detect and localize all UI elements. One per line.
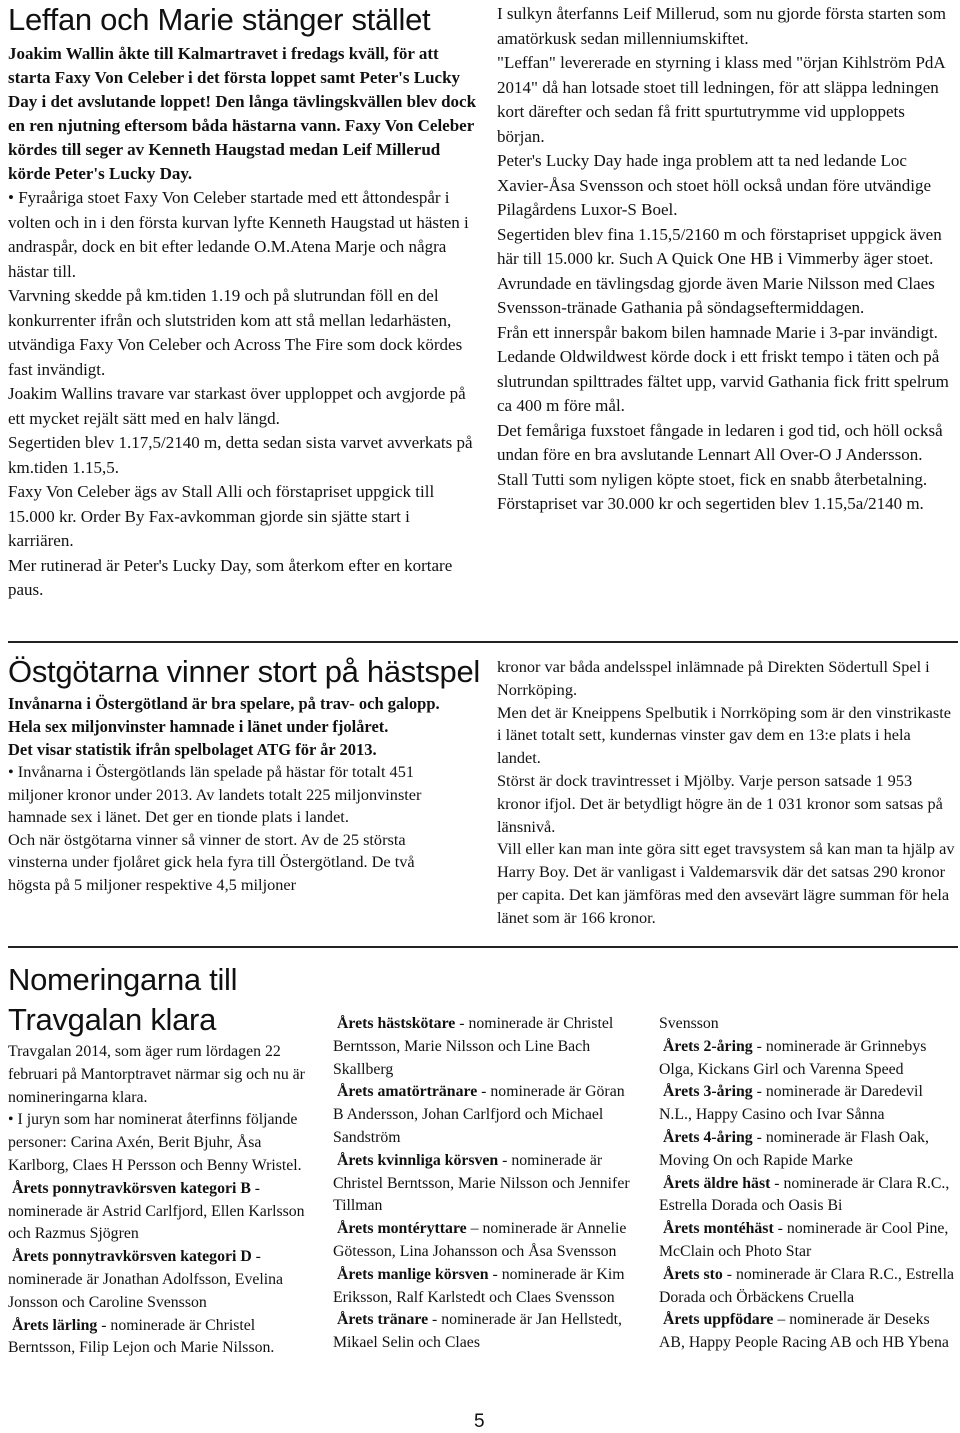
article1-paragraph: Från ett innerspår bakom bilen hamnade Marie i 3-par invändigt. [497, 322, 938, 342]
nomination-nominees: – nominerade är Annelie Götesson, Lina Johansson och Åsa Svensson [333, 1220, 627, 1260]
article1-left-column [8, 42, 478, 603]
nomination-nominees: - nominerade är Flash Oak, Moving On och Rapide Marke [659, 1128, 929, 1169]
article3-title: Nomeringarna till Travgalan klara [8, 962, 238, 1037]
nomination-item [333, 1218, 638, 1264]
nomination-category: Årets 3-åring [663, 1083, 753, 1101]
nomination-item [8, 1178, 308, 1246]
nomination-item [659, 1127, 955, 1173]
nomination-item [659, 1173, 955, 1219]
nomination-category: Årets montéhäst [663, 1220, 774, 1238]
article3-column-3 [659, 1013, 955, 1355]
article3-column-2 [333, 1013, 638, 1355]
section-divider [8, 641, 958, 643]
article2-right-column [497, 656, 957, 930]
nomination-category: Årets uppfödare [663, 1311, 774, 1329]
article1-paragraph: • Fyraåriga stoet Faxy Von Celeber startade med ett åttondespår i volten och in i den första kurvan lyfte Kenneth Haugstad ut hästen i andraspår, dock en bit efter ledande O.M.Atena Marje och några hästar till. [8, 188, 469, 281]
article2-paragraph: kronor var båda andelsspel inlämnade på Direkten Södertull Spel i Norrköping. [497, 657, 930, 699]
article1-paragraph: Ledande Oldwildwest körde dock i ett friskt tempo i täten och på slutrundan spilttrades fältet upp, varvid Gathania fick fritt spelrum ca 400 m före mål. [497, 347, 949, 415]
nomination-nominees: - nominerade är Astrid Carlfjord, Ellen Karlsson och Razmus Sjögren [8, 1179, 305, 1243]
nomination-item [333, 1081, 638, 1149]
nomination-category: Årets tränare [337, 1311, 429, 1329]
article2-title: Östgötarna vinner stort på hästspel [8, 654, 480, 689]
article1-paragraph: Faxy Von Celeber ägs av Stall Alli och förstapriset uppgick till 15.000 kr. Order By Fax-avkomman gjorde sin sjätte start i karriären. [8, 482, 435, 550]
nomination-item [659, 1218, 955, 1264]
article2-paragraph: • Invånarna i Östergötlands län spelade på hästar för totalt 451 miljoner kronor under 2013. Av landets totalt 225 miljonvinster hamnade sex i länet. Det ger en tionde plats i landet. [8, 762, 422, 826]
nomination-item [659, 1264, 955, 1310]
nomination-category: Årets lärling [12, 1316, 98, 1334]
nomination-item [333, 1150, 638, 1218]
nomination-item [333, 1309, 638, 1355]
article1-paragraph: Varvning skedde på km.tiden 1.19 och på slutrundan föll en del konkurrenter ifrån och slutstriden kom att stå mellan ledarhästen, utvändiga Faxy Von Celeber och Across The Fire som dock kördes fast invändigt. [8, 286, 463, 379]
article2-left-column [8, 692, 458, 896]
nomination-nominees: - nominerade är Kim Eriksson, Ralf Karlstedt och Claes Svensson [333, 1265, 625, 1306]
article3-col3-lead: Svensson [659, 1015, 719, 1032]
article1-paragraph: Det femåriga fuxstoet fångade in ledaren i god tid, och höll också undan före en bra avslutande Lennart All Over-O J Andersson. [497, 420, 943, 464]
nomination-category: Årets montéryttare [337, 1220, 467, 1238]
article1-paragraph: Stall Tutti som nyligen köpte stoet, fick en snabb återbetalning. Förstapriset var 30.000 kr och segertiden blev 1.15,5a/2140 m. [497, 469, 928, 513]
nomination-category: Årets sto [663, 1265, 723, 1283]
article1-paragraph: Peter's Lucky Day hade inga problem att ta ned ledande Loc Xavier-Åsa Svensson och stoet höll också undan före utvändige Pilagårdens Luxor-S Boel. [497, 151, 931, 219]
nomination-item [8, 1315, 308, 1361]
article2-paragraph: Vill eller kan man inte göra sitt eget travsystem så kan man ta hjälp av Harry Boy. Det är vanligast i Valdemarsvik där det satsas 290 kronor per capita. Det kan jämföras med den avsevärt lägre summan för hela länet som är 166 kronor. [497, 839, 955, 927]
article2-paragraph: Störst är dock travintresset i Mjölby. Varje person satsade 1 953 kronor ifjol. Det är betydligt högre än de 1 031 kronor som satsas på länsnivå. [497, 770, 943, 836]
article3-jury: • I juryn som har nominerat återfinns följande personer: Carina Axén, Berit Bjuhr, Åsa Karlborg, Claes H Persson och Benny Wristel. [8, 1111, 302, 1174]
nomination-item [659, 1309, 955, 1355]
nomination-nominees: – nominerade är Deseks AB, Happy People Racing AB och HB Ybena [659, 1311, 949, 1352]
nomination-category: Årets 4-åring [663, 1128, 753, 1146]
article1-paragraph: Joakim Wallins travare var starkast över upploppet och avgjorde på ett mycket rejält sätt med en halv längd. [8, 384, 466, 428]
article1-title: Leffan och Marie stänger stället [8, 2, 431, 37]
article1-paragraph: Avrundade en tävlingsdag gjorde även Marie Nilsson med Claes Svensson-tränade Gathania på söndagseftermiddagen. [497, 273, 935, 317]
nomination-nominees: - nominerade är Cool Pine, McClain och Photo Star [659, 1220, 949, 1260]
nomination-nominees: - nominerade är Christel Berntsson, Filip Lejon och Marie Nilsson. [8, 1316, 275, 1357]
article1-paragraph: "Leffan" levererade en styrning i klass med "örjan Kihlström PdA 2014" då han lotsade stoet till ledningen, för att släppa ledningen kort därefter och sedan få fritt spurtutrymme vid upploppets början. [497, 53, 945, 146]
article1-paragraph: Segertiden blev 1.17,5/2140 m, detta sedan sista varvet avverkats på km.tiden 1.15,5. [8, 433, 473, 477]
nomination-item [659, 1081, 955, 1127]
nomination-nominees: - nominerade är Clara R.C., Estrella Dorada och Örbäckens Cruella [659, 1265, 954, 1306]
nomination-item [8, 1246, 308, 1314]
article2-paragraph: Men det är Kneippens Spelbutik i Norrköping som är den vinstrikaste i länet totalt sett, kundernas vinster gav dem en 13:e plats i hela landet. [497, 702, 951, 768]
article2-ingress2: Det visar statistik ifrån spelbolaget ATG för år 2013. [8, 740, 377, 759]
nomination-category: Årets äldre häst [663, 1174, 771, 1192]
nomination-category: Årets hästskötare [337, 1015, 456, 1032]
article3-column-1 [8, 1041, 308, 1360]
page-number: 5 [474, 1411, 485, 1432]
article1-paragraph: I sulkyn återfanns Leif Millerud, som nu gjorde första starten som amatörkusk sedan millenniumskiftet. [497, 4, 946, 48]
nomination-category: Årets ponnytravkörsven kategori D [12, 1248, 252, 1266]
article2-ingress: Invånarna i Östergötland är bra spelare, på trav- och galopp. Hela sex miljonvinster hamnade i länet under fjolåret. [8, 694, 440, 736]
nomination-nominees: - nominerade är Clara R.C., Estrella Dorada och Oasis Bi [659, 1174, 950, 1215]
nomination-category: Årets ponnytravkörsven kategori B [12, 1179, 251, 1197]
article1-paragraph: Segertiden blev fina 1.15,5/2160 m och förstapriset uppgick även här till 15.000 kr. Such A Quick One HB i Vimmerby äger stoet. [497, 224, 942, 268]
nomination-category: Årets 2-åring [663, 1037, 753, 1055]
article3-intro: Travgalan 2014, som äger rum lördagen 22 februari på Mantorptravet närmar sig och nu är nomineringarna klara. [8, 1043, 305, 1106]
nomination-item [659, 1036, 955, 1082]
nomination-nominees: - nominerade är Jan Hellstedt, Mikael Selin och Claes [333, 1311, 622, 1352]
article1-paragraph: Mer rutinerad är Peter's Lucky Day, som återkom efter en kortare paus. [8, 555, 453, 599]
nomination-nominees: - nominerade är Christel Berntsson, Marie Nilsson och Jennifer Tillman [333, 1151, 630, 1215]
article1-ingress: Joakim Wallin åkte till Kalmartravet i fredags kväll, för att starta Faxy Von Celeber i det första loppet samt Peter's Lucky Day i det avslutande loppet! Den långa tävlingskvällen blev dock en ren njutning eftersom båda hästarna vann. Faxy Von Celeber kördes till seger av Kenneth Haugstad medan Leif Millerud körde Peter's Lucky Day. [8, 44, 477, 183]
section-divider-2 [8, 946, 958, 948]
nomination-item [333, 1013, 638, 1081]
nomination-category: Årets kvinnliga körsven [337, 1151, 499, 1169]
nomination-category: Årets manlige körsven [337, 1265, 489, 1283]
nomination-nominees: - nominerade är Christel Berntsson, Marie Nilsson och Line Bach Skallberg [333, 1015, 614, 1078]
nomination-category: Årets amatörtränare [337, 1083, 478, 1101]
nomination-item [333, 1264, 638, 1310]
article1-right-column [497, 2, 953, 517]
nomination-nominees: - nominerade är Daredevil N.L., Happy Casino och Ivar Sånna [659, 1083, 923, 1124]
nomination-nominees: - nominerade är Göran B Andersson, Johan Carlfjord och Michael Sandström [333, 1083, 625, 1146]
nomination-nominees: - nominerade är Grinnebys Olga, Kickans Girl och Varenna Speed [659, 1037, 927, 1078]
article2-paragraph: Och när östgötarna vinner så vinner de stort. Av de 25 största vinsterna under fjolåret gick hela fyra till Östergötland. De två högsta på 5 miljoner respektive 4,5 miljoner [8, 829, 415, 894]
nomination-nominees: - nominerade är Jonathan Adolfsson, Evelina Jonsson och Caroline Svensson [8, 1248, 284, 1311]
